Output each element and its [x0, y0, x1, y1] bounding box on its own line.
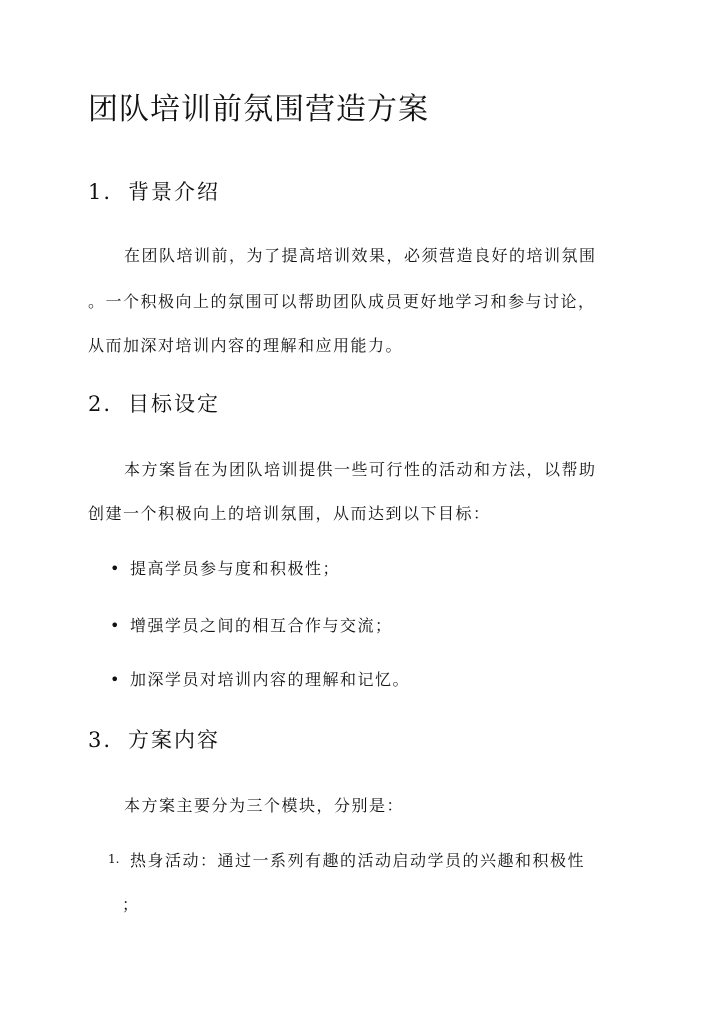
paragraph-line: 本方案旨在为团队培训提供一些可行性的活动和方法，以帮助 — [124, 460, 597, 479]
section-heading-content — [88, 724, 220, 754]
bullet-icon: • — [110, 670, 121, 689]
section-number: 2. — [88, 392, 113, 416]
list-item — [110, 556, 340, 579]
paragraph-line: 本方案主要分为三个模块，分别是： — [124, 796, 405, 815]
list-item-text: 提高学员参与度和积极性； — [130, 559, 341, 578]
list-item-text: 加深学员对培训内容的理解和记忆。 — [130, 670, 411, 689]
section-title: 目标设定 — [128, 392, 220, 416]
section-heading-goals — [88, 388, 220, 418]
paragraph-line: 在团队培训前，为了提高培训效果，必须营造良好的培训氛围 — [124, 246, 597, 265]
ordered-list-item: 热身活动：通过一系列有趣的活动启动学员的兴趣和积极性 — [130, 851, 586, 870]
paragraph-line: 从而加深对培训内容的理解和应用能力。 — [88, 336, 404, 355]
bullet-icon: • — [110, 559, 121, 578]
paragraph-line: 创建一个积极向上的培训氛围，从而达到以下目标： — [88, 504, 491, 523]
section-title: 背景介绍 — [128, 180, 220, 204]
list-item-text: 增强学员之间的相互合作与交流； — [130, 616, 393, 635]
bullet-icon: • — [110, 616, 121, 635]
section-number: 3. — [88, 728, 113, 752]
section-heading-background — [88, 176, 220, 206]
list-item — [110, 667, 410, 690]
section-number: 1. — [88, 180, 113, 204]
list-item — [110, 613, 393, 636]
document-title: 团队培训前氛围营造方案 — [88, 92, 429, 127]
section-title: 方案内容 — [128, 728, 220, 752]
paragraph-line: 。一个积极向上的氛围可以帮助团队成员更好地学习和参与讨论， — [88, 292, 596, 311]
ordered-list-number: 1. — [108, 852, 120, 866]
ordered-list-item-continuation: ； — [122, 895, 140, 914]
